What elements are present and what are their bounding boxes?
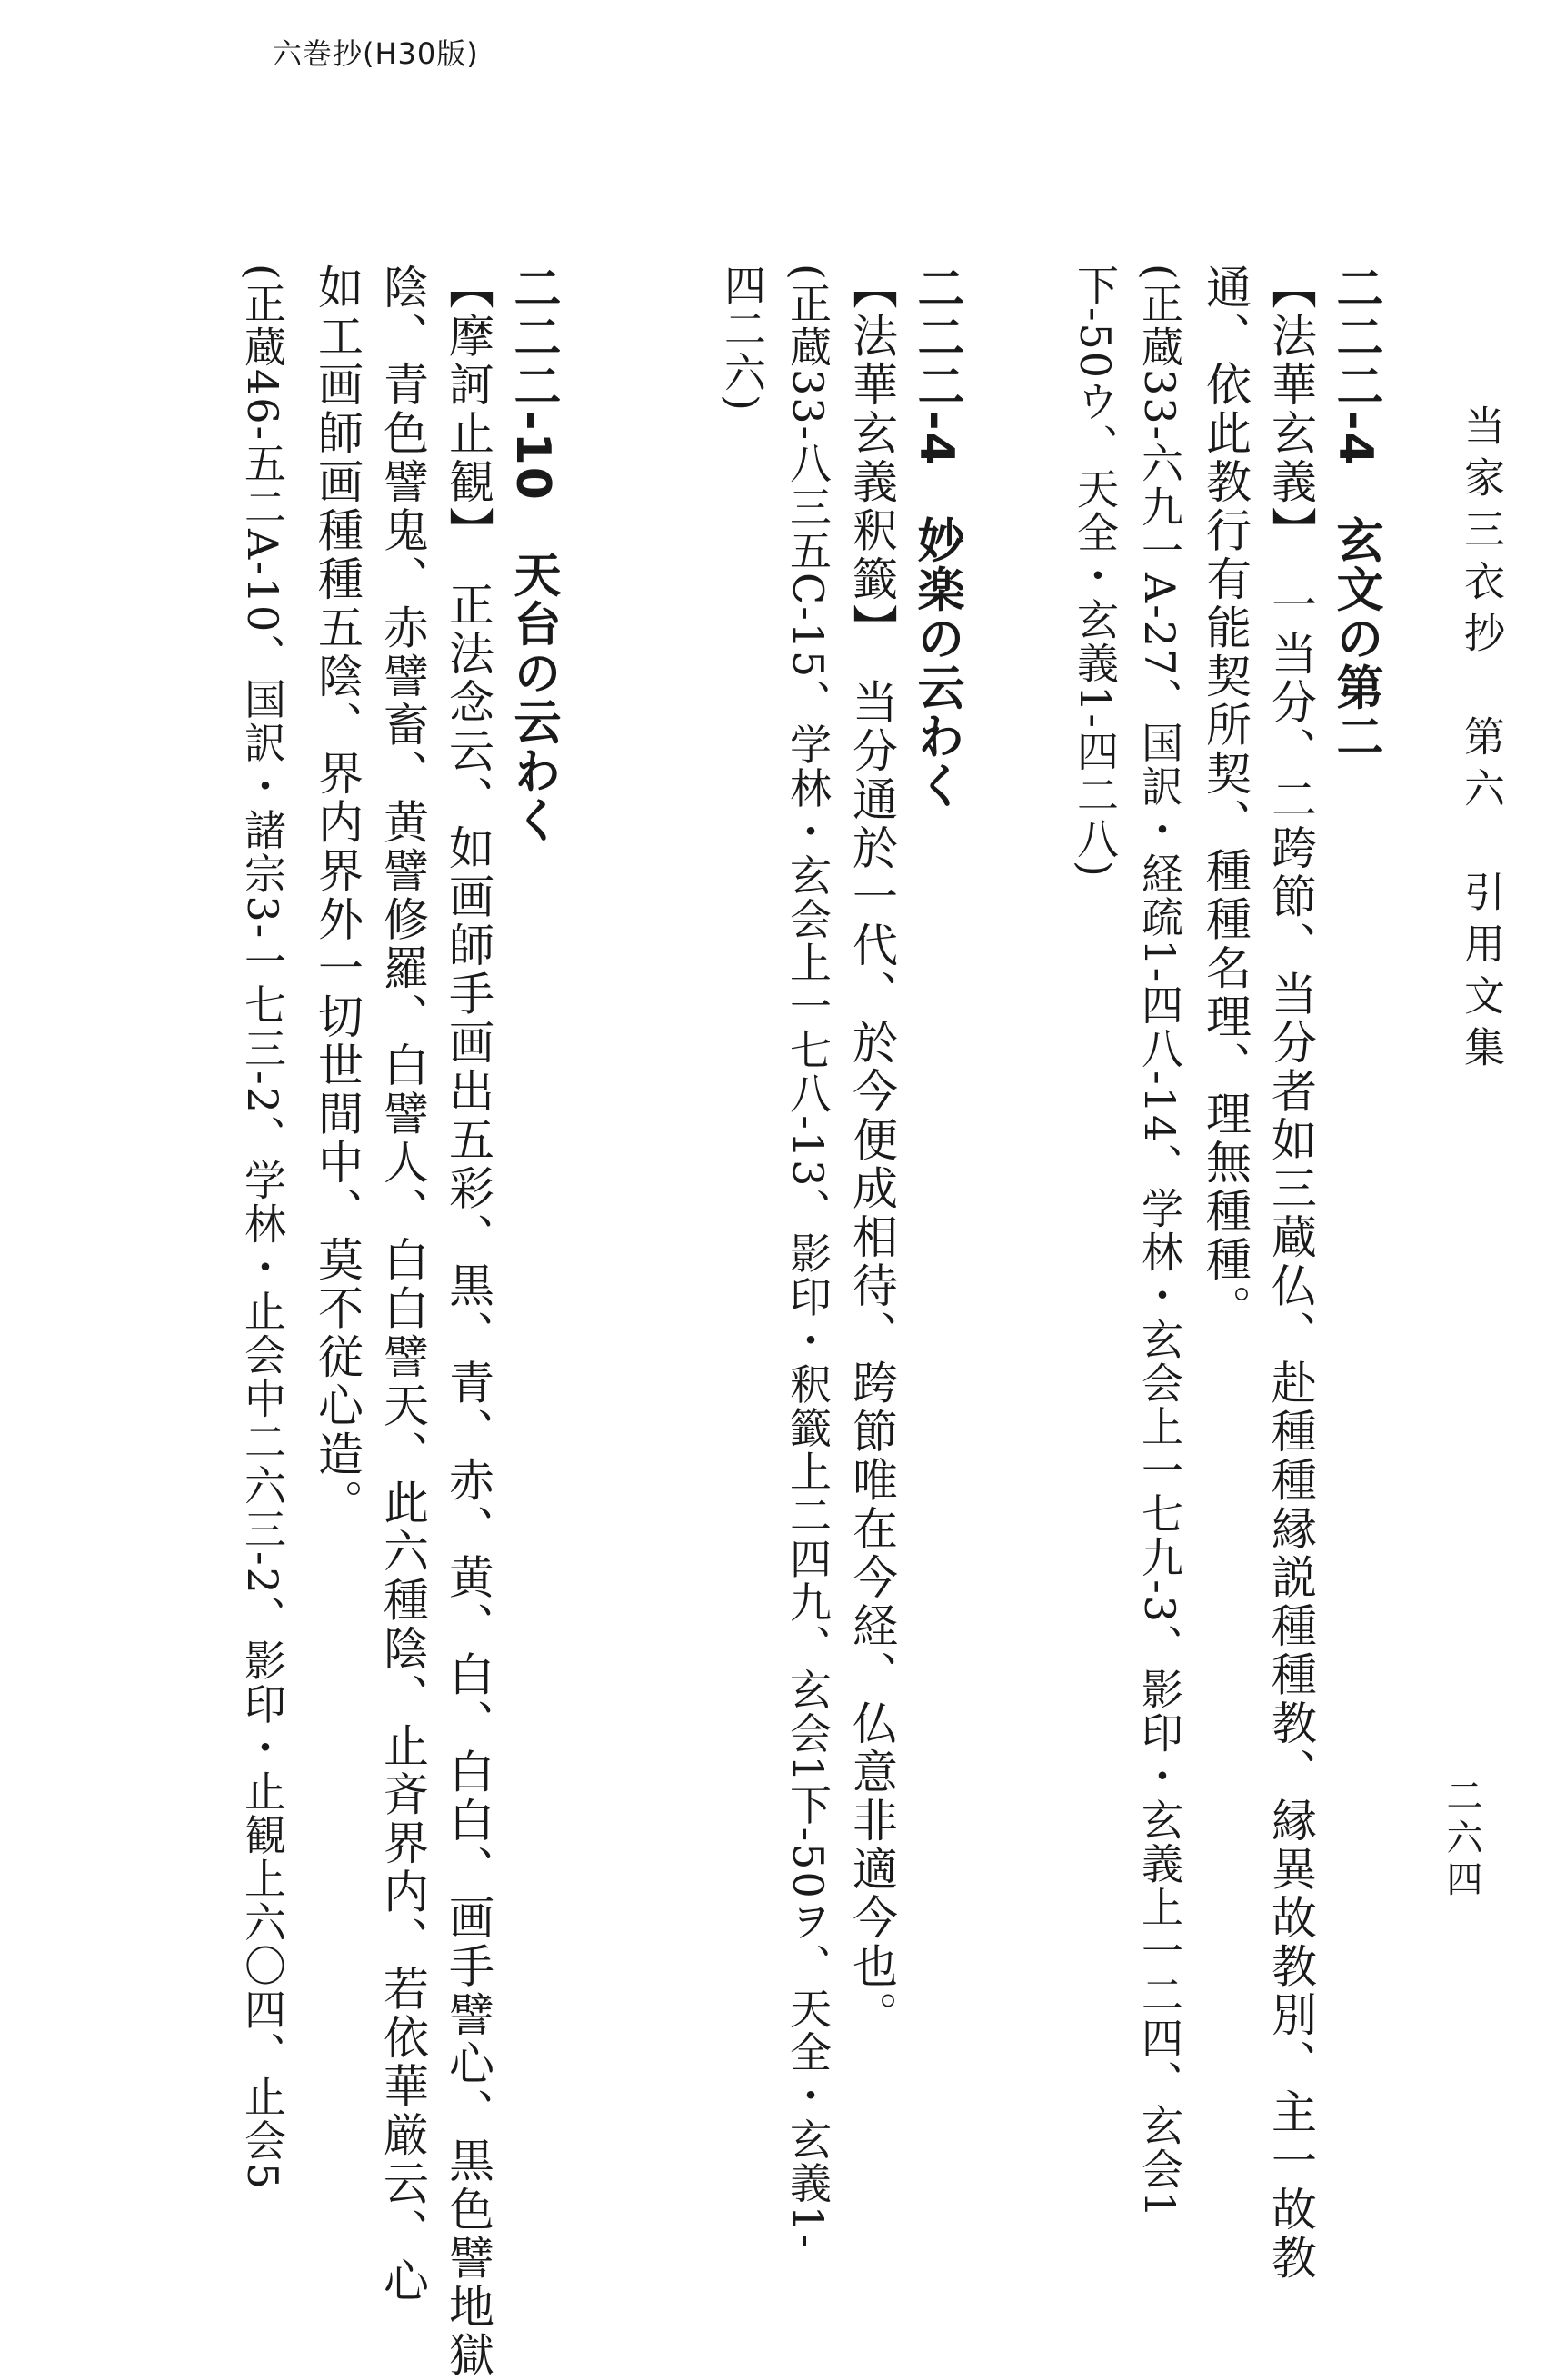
text-column: 通、依此教行有能契所契、種種名理、理無種種。 [1199,264,1252,1333]
text-column: 如工画師画種種五陰、界内界外一切世間中、莫不従心造。 [311,264,364,1528]
citation-column: (正蔵33-六九一A-27、国訳・経疏1-四八-14、学林・玄会上一七九-3、影印・玄義上一二四、玄会1 [1135,264,1184,2220]
text-column: 陰、青色譬鬼、赤譬畜、黄譬修羅、白譬人、白白譬天、此六種陰、止斉界内、若依華厳云、心 [376,264,429,2305]
section-heading: 二二二-4 玄文の第二 [1328,264,1382,762]
citation-column: 四二六) [718,264,767,413]
text-column: 【法華玄義】 一当分、二跨節、当分者如三蔵仏、赴種種縁説種種教、縁異故教別、主一故教 [1264,264,1317,2283]
citation-column: (正蔵33-八三五C-15、学林・玄会上一七八-13、影印・釈籤上二四九、玄会1下-50ヲ、天全・玄義1- [783,264,833,2250]
citation-column: (正蔵46-五二A-10、国訳・諸宗3-一七三-2、学林・止会中二六三-2、影印・止観上六〇四、止会5 [238,264,287,2192]
section-heading: 二二二-4 妙楽の云わく [909,264,963,811]
citation-column: 下-50ウ、天全・玄義1-四二八) [1071,264,1120,879]
edition-label: 六巻抄(H30版) [273,36,479,71]
page-number: 二六四 [1441,1777,1482,1902]
section-heading: 二二二-10 天台の云わく [505,264,560,845]
text-column: 【摩訶止観】 正法念云、如画師手画出五彩、黒、青、赤、黄、白、白白、画手譬心、黒色譬地獄 [442,264,494,2380]
running-title: 当家三衣抄 第六 引用文集 [1457,404,1505,1078]
text-column: 【法華玄義釈籤】 当分通於一代、於今便成相待、跨節唯在今経、仏意非適今也。 [845,264,898,2040]
